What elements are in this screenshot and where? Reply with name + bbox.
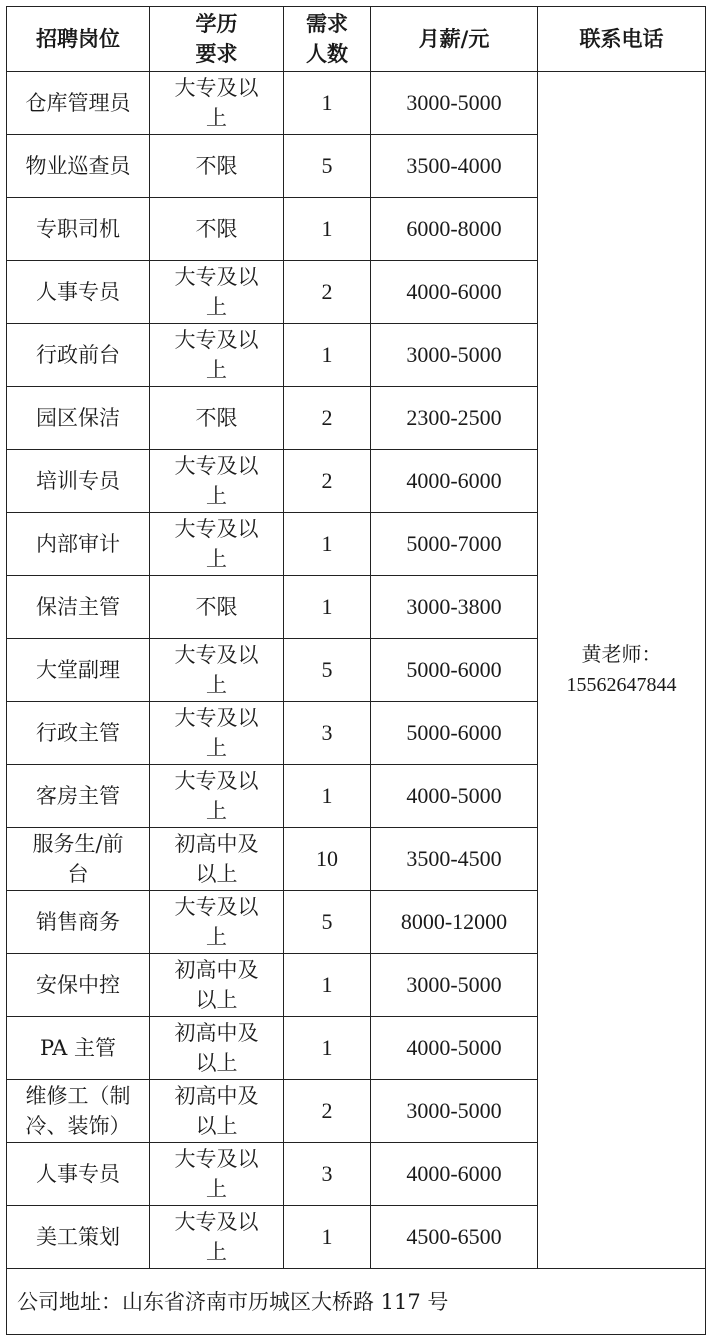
education-cell: 大专及以 上	[150, 450, 284, 513]
position-cell: 客房主管	[7, 765, 150, 828]
headcount-cell: 5	[284, 891, 371, 954]
headcount-cell: 1	[284, 1017, 371, 1080]
education-cell: 初高中及 以上	[150, 828, 284, 891]
education-cell: 初高中及 以上	[150, 1017, 284, 1080]
salary-cell: 3500-4000	[371, 135, 538, 198]
headcount-cell: 2	[284, 387, 371, 450]
position-cell: PA 主管	[7, 1017, 150, 1080]
headcount-cell: 10	[284, 828, 371, 891]
education-cell: 大专及以 上	[150, 702, 284, 765]
education-cell: 大专及以 上	[150, 513, 284, 576]
position-cell: 保洁主管	[7, 576, 150, 639]
education-cell: 不限	[150, 576, 284, 639]
header-headcount: 需求 人数	[284, 7, 371, 72]
headcount-cell: 1	[284, 954, 371, 1017]
position-cell: 内部审计	[7, 513, 150, 576]
education-cell: 初高中及 以上	[150, 954, 284, 1017]
table-body	[7, 72, 706, 1269]
position-cell: 物业巡查员	[7, 135, 150, 198]
headcount-cell: 2	[284, 1080, 371, 1143]
contact-cell	[538, 72, 706, 1269]
salary-cell: 3000-3800	[371, 576, 538, 639]
headcount-cell: 3	[284, 1143, 371, 1206]
salary-cell: 5000-6000	[371, 639, 538, 702]
position-cell: 行政主管	[7, 702, 150, 765]
table-row	[7, 72, 706, 135]
header-row	[7, 7, 706, 72]
position-cell: 培训专员	[7, 450, 150, 513]
headcount-cell: 1	[284, 765, 371, 828]
contact-phone: 15562647844	[566, 674, 677, 696]
education-cell: 大专及以 上	[150, 1143, 284, 1206]
headcount-cell: 5	[284, 135, 371, 198]
education-cell: 大专及以 上	[150, 261, 284, 324]
headcount-cell: 1	[284, 198, 371, 261]
education-cell: 不限	[150, 135, 284, 198]
position-cell: 大堂副理	[7, 639, 150, 702]
recruitment-table	[6, 6, 706, 1335]
salary-cell: 6000-8000	[371, 198, 538, 261]
headcount-cell: 1	[284, 513, 371, 576]
headcount-cell: 1	[284, 72, 371, 135]
education-cell: 大专及以 上	[150, 324, 284, 387]
position-cell: 仓库管理员	[7, 72, 150, 135]
salary-cell: 3000-5000	[371, 72, 538, 135]
header-education: 学历 要求	[150, 7, 284, 72]
salary-cell: 3000-5000	[371, 1080, 538, 1143]
education-cell: 大专及以 上	[150, 1206, 284, 1269]
headcount-cell: 3	[284, 702, 371, 765]
education-cell: 大专及以 上	[150, 639, 284, 702]
education-cell: 不限	[150, 198, 284, 261]
header-position: 招聘岗位	[7, 7, 150, 72]
education-cell: 大专及以 上	[150, 891, 284, 954]
headcount-cell: 1	[284, 324, 371, 387]
education-cell: 大专及以 上	[150, 72, 284, 135]
salary-cell: 4000-5000	[371, 1017, 538, 1080]
header-contact: 联系电话	[538, 7, 706, 72]
position-cell: 销售商务	[7, 891, 150, 954]
salary-cell: 5000-6000	[371, 702, 538, 765]
headcount-cell: 5	[284, 639, 371, 702]
position-cell: 园区保洁	[7, 387, 150, 450]
salary-cell: 3000-5000	[371, 324, 538, 387]
headcount-cell: 1	[284, 1206, 371, 1269]
position-cell: 专职司机	[7, 198, 150, 261]
salary-cell: 5000-7000	[371, 513, 538, 576]
position-cell: 服务生/前 台	[7, 828, 150, 891]
education-cell: 不限	[150, 387, 284, 450]
address-row	[7, 1269, 706, 1335]
position-cell: 维修工（制 冷、装饰）	[7, 1080, 150, 1143]
headcount-cell: 2	[284, 261, 371, 324]
position-cell: 人事专员	[7, 1143, 150, 1206]
salary-cell: 4000-6000	[371, 450, 538, 513]
position-cell: 行政前台	[7, 324, 150, 387]
salary-cell: 4500-6500	[371, 1206, 538, 1269]
salary-cell: 2300-2500	[371, 387, 538, 450]
position-cell: 美工策划	[7, 1206, 150, 1269]
education-cell: 大专及以 上	[150, 765, 284, 828]
position-cell: 安保中控	[7, 954, 150, 1017]
company-address: 公司地址：山东省济南市历城区大桥路 117 号	[7, 1269, 706, 1335]
salary-cell: 4000-6000	[371, 1143, 538, 1206]
salary-cell: 3000-5000	[371, 954, 538, 1017]
headcount-cell: 1	[284, 576, 371, 639]
salary-cell: 3500-4500	[371, 828, 538, 891]
position-cell: 人事专员	[7, 261, 150, 324]
headcount-cell: 2	[284, 450, 371, 513]
salary-cell: 4000-6000	[371, 261, 538, 324]
header-salary: 月薪/元	[371, 7, 538, 72]
education-cell: 初高中及 以上	[150, 1080, 284, 1143]
salary-cell: 4000-5000	[371, 765, 538, 828]
salary-cell: 8000-12000	[371, 891, 538, 954]
contact-name: 黄老师：	[581, 642, 662, 666]
